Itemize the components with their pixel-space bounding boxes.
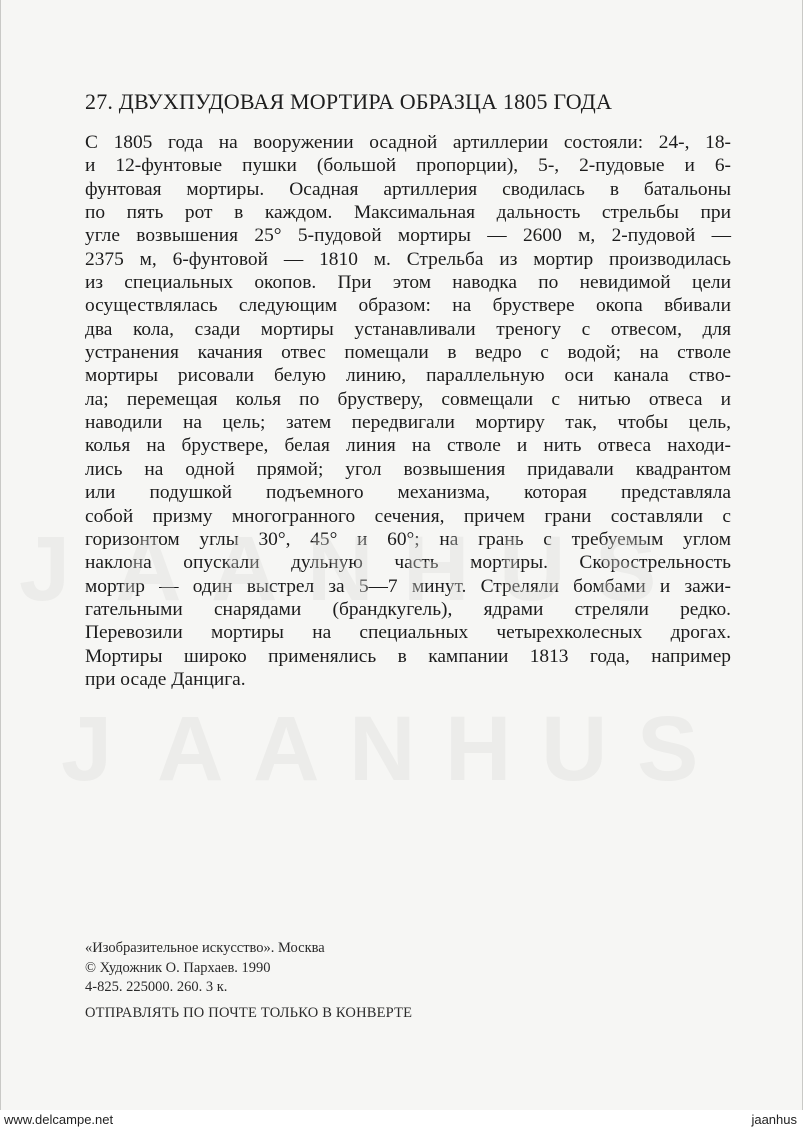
description-line: горизонтом углы 30°, 45° и 60°; на грань с требуемым углом: [85, 528, 731, 550]
imprint-block: [85, 937, 685, 1024]
description-line: и 12-фунтовые пушки (большой пропорции), 5-, 2-пудовые и 6-: [85, 155, 731, 177]
description-line: осуществлялась следующим образом: на бруствере окопа вбивали: [85, 295, 731, 317]
mailing-notice: ОТПРАВЛЯТЬ ПО ПОЧТЕ ТОЛЬКО В КОНВЕРТЕ: [85, 1005, 413, 1021]
watermark-letter: H: [403, 518, 470, 620]
watermark-letter: U: [499, 518, 566, 620]
description-line: Мортиры широко применялись в кампании 1813 года, например: [85, 645, 731, 667]
watermark-letter: J: [19, 518, 71, 620]
publisher-line: «Изобразительное искусство». Москва: [85, 940, 325, 956]
description-line: С 1805 года на вооружении осадной артиллерии состояли: 24-, 18-: [85, 132, 731, 153]
description-line: лись на одной прямой; угол возвышения придавали квадрантом: [85, 458, 731, 480]
description-line: колья на бруствере, белая линия на стволе и нить отвеса находи-: [85, 435, 731, 457]
seller-name-text: jaanhus: [751, 1112, 797, 1127]
description-line: фунтовая мортиры. Осадная артиллерия сводилась в батальоны: [85, 178, 731, 200]
watermark-letter: A: [115, 518, 182, 620]
description-line: гательными снарядами (брандкугель), ядрами стреляли редко.: [85, 598, 731, 620]
watermark-letter: U: [541, 698, 608, 800]
description-line: 2375 м, 6-фунтовой — 1810 м. Стрельба из мортир производилась: [85, 248, 731, 270]
description-line: мортир — один выстрел за 5—7 минут. Стреляли бомбами и зажи-: [85, 575, 731, 597]
watermark-letter: A: [157, 698, 224, 800]
description-line: по пять рот в каждом. Максимальная дальность стрельбы при: [85, 202, 731, 224]
description-line: наклона опускали дульную часть мортиры. Скорострельность: [85, 552, 731, 574]
watermark-letter: A: [253, 698, 320, 800]
description-line: ла; перемещая колья по брустверу, совмещали с нитью отвеса и: [85, 388, 731, 410]
footer-bar: [0, 1110, 803, 1132]
description-line: угле возвышения 25° 5-пудовой мортиры — 2600 м, 2-пудовой —: [85, 225, 731, 247]
description-line: наводили на цель; затем передвигали мортиру так, чтобы цель,: [85, 412, 731, 434]
artist-credit-line: © Художник О. Пархаев. 1990: [85, 960, 271, 976]
description-line: два кола, сзади мортиры устанавливали треногу с отвесом, для: [85, 318, 731, 340]
card-heading: 27. ДВУХПУДОВАЯ МОРТИРА ОБРАЗЦА 1805 ГОДА: [85, 89, 613, 114]
watermark-letter: S: [637, 698, 699, 800]
watermark-letter: S: [595, 518, 657, 620]
description-line: Перевозили мортиры на специальных четырехколесных дрогах.: [85, 622, 731, 644]
watermark-letter: A: [211, 518, 278, 620]
watermark-letter: N: [349, 698, 416, 800]
description-line: при осаде Данцига.: [85, 668, 246, 690]
watermark-letter: H: [445, 698, 512, 800]
description-line: мортиры рисовали белую линию, параллельную оси канала ство-: [85, 365, 731, 387]
description-line: или подушкой подъемного механизма, которая представляла: [85, 482, 731, 504]
description-line: собой призму многогранного сечения, причем грани составляли с: [85, 505, 731, 527]
source-site-text: www.delcampe.net: [4, 1112, 114, 1127]
watermark-letter: N: [307, 518, 374, 620]
description-line: устранения качания отвес помещали в ведро с водой; на стволе: [85, 342, 731, 364]
watermark-letter: J: [61, 698, 113, 800]
description-line: из специальных окопов. При этом наводка по невидимой цели: [85, 272, 731, 294]
print-code-line: 4-825. 225000. 260. 3 к.: [85, 979, 228, 995]
description-text: [85, 131, 731, 691]
